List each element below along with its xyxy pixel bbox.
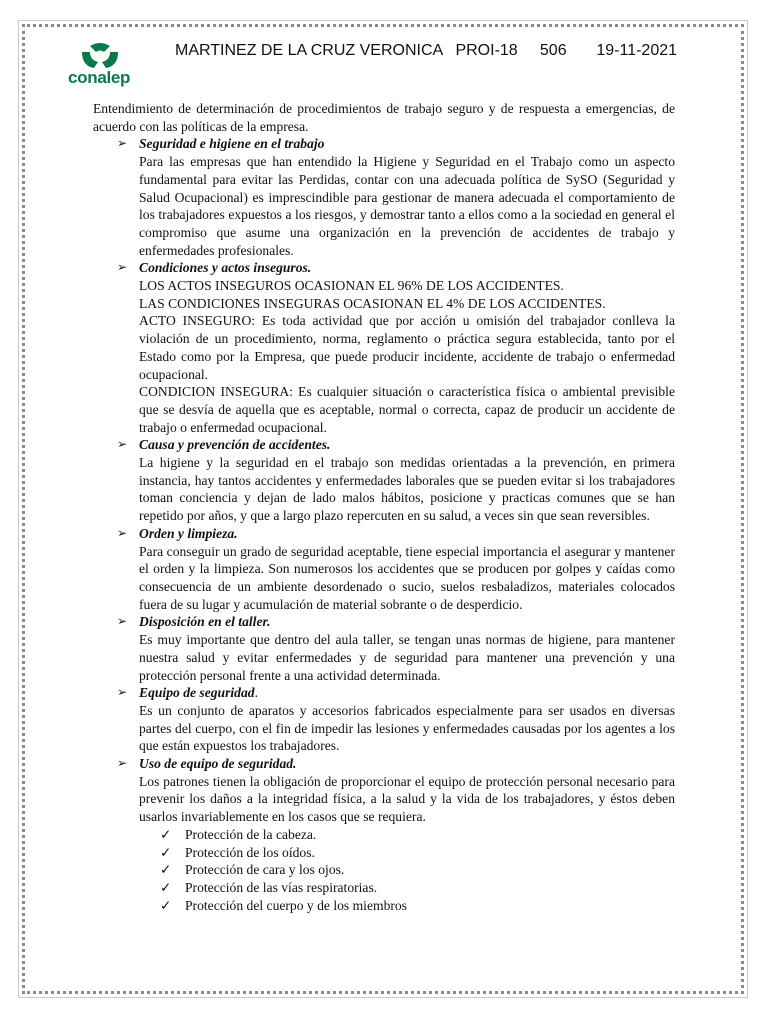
section-seguridad-higiene	[93, 135, 675, 259]
protection-checklist	[93, 826, 675, 915]
list-item-text: Protección de los oídos.	[185, 844, 315, 860]
section-title: Condiciones y actos inseguros.	[139, 260, 312, 276]
document-date: 19-11-2021	[596, 42, 678, 59]
section-uso-equipo	[93, 755, 675, 826]
group-code: PROI-18	[455, 42, 518, 59]
title-suffix: .	[254, 685, 258, 701]
section-paragraph: Para conseguir un grado de seguridad aceptable, tiene especial importancia el asegurar y mantener el orden y la limpieza. Son numerosos los accidentes que se producen por golpes y caídas como consecuencia de un ambiente desordenado o sucio, suelos resbaladizos, materiales colocados fuera de su lugar y acumulación de material sobrante o de desperdicio.	[139, 543, 675, 612]
arrow-bullet-icon: ➢	[117, 260, 128, 275]
intro-paragraph: Entendimiento de determinación de procedimientos de trabajo seguro y de respuesta a emergencias, de acuerdo con las políticas de la empresa.	[93, 101, 675, 134]
logo-wordmark: conalep	[68, 68, 131, 87]
section-disposicion-taller	[93, 613, 675, 684]
checkmark-icon: ✓	[160, 862, 172, 878]
checkmark-icon: ✓	[160, 844, 172, 860]
arrow-bullet-icon: ➢	[117, 756, 128, 771]
section-orden-limpieza	[93, 525, 675, 614]
section-title: Equipo de seguridad	[139, 685, 255, 701]
list-item	[160, 897, 675, 915]
arrow-bullet-icon: ➢	[117, 525, 128, 540]
list-item-text: Protección de las vías respiratorias.	[185, 879, 378, 895]
checkmark-icon: ✓	[160, 897, 172, 913]
section-paragraph: Es un conjunto de aparatos y accesorios fabricados especialmente para ser usados en diversas partes del cuerpo, con el fin de impedir las lesiones y enfermedades causadas por los agentes a los que están expuestos los trabajadores.	[139, 702, 675, 754]
section-title: Uso de equipo de seguridad.	[139, 756, 297, 772]
section-paragraph: Para las empresas que han entendido la Higiene y Seguridad en el Trabajo como un aspecto fundamental para evitar las Perdidas, contar con una adecuada política de SySO (Seguridad y Salud Ocupacional) es imprescindible para gestionar de manera adecuada el comportamiento de los trabajadores expuestos a los riesgos, y demostrar tanto a ellos como a la sociedad en general el compromiso que asume una organización en la prevención de accidentes de trabajo y enfermedades profesionales.	[139, 154, 675, 258]
list-item-text: Protección del cuerpo y de los miembros	[185, 897, 407, 913]
document-body	[93, 100, 675, 914]
section-paragraph: La higiene y la seguridad en el trabajo son medidas orientadas a la prevención, en primera instancia, hay tantos accidentes y enfermedades laborales que se pueden evitar si los trabajadores toman conciencia y dejan de lado malos hábitos, posicione y practicas comunes que se han repetido por años, y que a largo plazo repercuten en su salud, a veces sin que sean reversibles.	[139, 455, 675, 524]
section-title: Orden y limpieza.	[139, 525, 238, 541]
arrow-bullet-icon: ➢	[117, 614, 128, 629]
document-header	[175, 42, 695, 60]
section-title: Disposición en el taller.	[139, 614, 271, 630]
caps-line: LOS ACTOS INSEGUROS OCASIONAN EL 96% DE LOS ACCIDENTES.	[139, 278, 564, 294]
section-title-row	[139, 684, 675, 702]
list-item	[160, 879, 675, 897]
list-item-text: Protección de la cabeza.	[185, 826, 317, 842]
section-equipo-seguridad	[93, 684, 675, 755]
student-number: 506	[539, 42, 567, 59]
checkmark-icon: ✓	[160, 879, 172, 895]
list-item	[160, 844, 675, 862]
list-item-text: Protección de cara y los ojos.	[185, 862, 345, 878]
list-item	[160, 826, 675, 844]
section-paragraph: Los patrones tienen la obligación de proporcionar el equipo de protección personal necesario para prevenir los daños a la integridad física, a la salud y la vida de los trabajadores, y éstos deben usarlos invariablemente en los casos que se requiera.	[139, 773, 675, 825]
arrow-bullet-icon: ➢	[117, 136, 128, 151]
list-item	[160, 861, 675, 879]
section-paragraph: ACTO INSEGURO: Es toda actividad que por acción u omisión del trabajador conlleva la violación de un procedimiento, norma, reglamento o práctica segura establecida, tanto por el Estado como por la Empresa, que puede producir incidente, accidente de trabajo o enfermedad ocupacional.	[139, 313, 675, 382]
section-title: Seguridad e higiene en el trabajo	[139, 136, 325, 152]
section-paragraph: Es muy importante que dentro del aula taller, se tengan unas normas de higiene, para mantener nuestra salud y evitar enfermedades y de seguridad para mantener una prevención y una protección personal frente a una actividad determinada.	[139, 632, 675, 683]
section-paragraph: CONDICION INSEGURA: Es cualquier situación o característica física o ambiental previsible que se desvía de aquella que es aceptable, normal o correcta, capaz de producir un accidente de trabajo o enfermedad ocupacional.	[139, 384, 675, 435]
section-causa-prevencion	[93, 436, 675, 525]
caps-line: LAS CONDICIONES INSEGURAS OCASIONAN EL 4% DE LOS ACCIDENTES.	[139, 295, 606, 311]
student-name: MARTINEZ DE LA CRUZ VERONICA	[175, 42, 444, 59]
section-condiciones-actos	[93, 259, 675, 436]
arrow-bullet-icon: ➢	[117, 437, 128, 452]
section-title: Causa y prevención de accidentes.	[139, 437, 331, 453]
checkmark-icon: ✓	[160, 826, 172, 842]
arrow-bullet-icon: ➢	[117, 685, 128, 700]
